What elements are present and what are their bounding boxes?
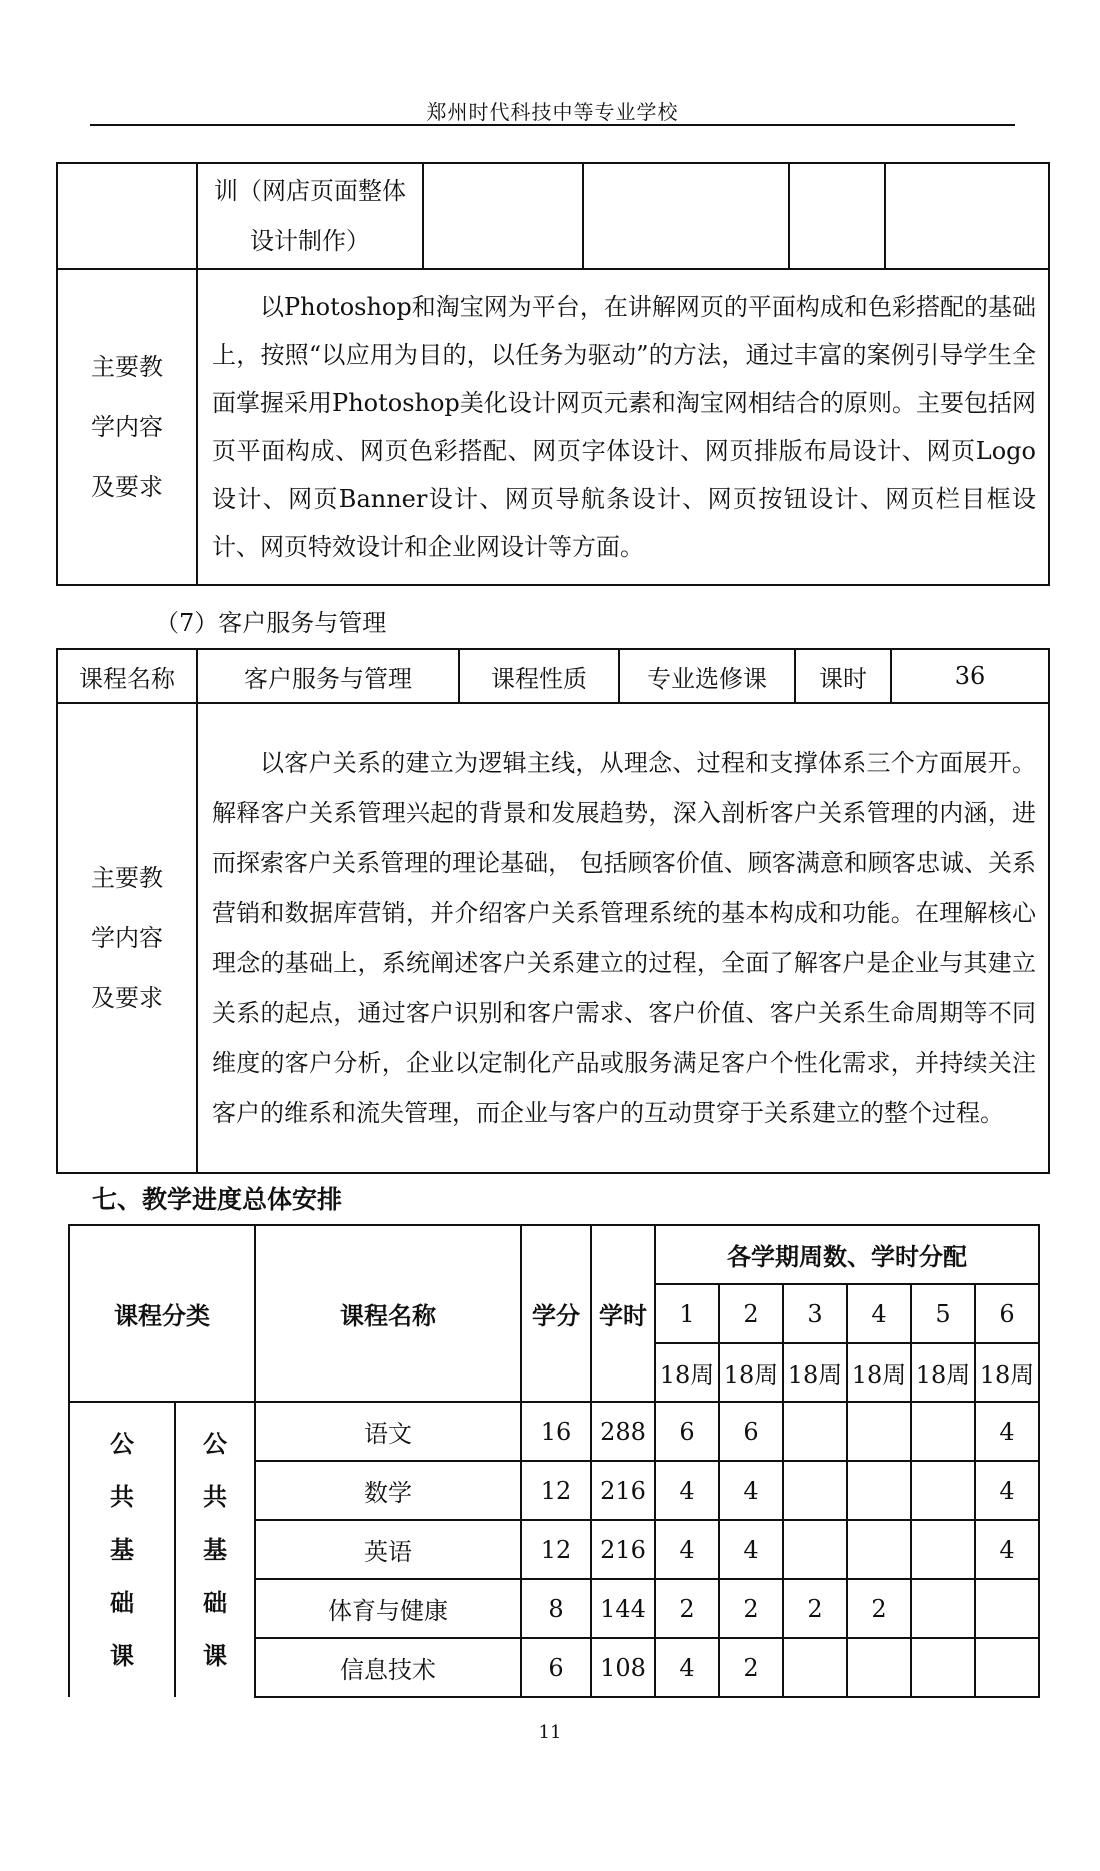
semester-num: 4 xyxy=(847,1284,911,1343)
semester-hours: 4 xyxy=(719,1461,783,1520)
semester-hours: 4 xyxy=(975,1402,1039,1461)
header-rule xyxy=(90,124,1015,126)
empty-cell xyxy=(583,163,789,269)
empty-cell xyxy=(885,163,1049,269)
label-line: 及要求 xyxy=(91,984,163,1012)
course-table-continued xyxy=(56,162,1050,586)
category-char: 课 xyxy=(110,1641,134,1670)
category-char: 共 xyxy=(203,1482,227,1511)
semester-num: 1 xyxy=(655,1284,719,1343)
semester-hours xyxy=(847,1638,911,1697)
content-label xyxy=(57,269,197,585)
label-line: 学内容 xyxy=(91,413,163,441)
course-name: 数学 xyxy=(255,1461,521,1520)
empty-cell xyxy=(57,163,197,269)
semester-num: 6 xyxy=(975,1284,1039,1343)
content-label xyxy=(57,703,197,1173)
semester-hours xyxy=(783,1638,847,1697)
category-main xyxy=(69,1402,175,1697)
semester-header: 各学期周数、学时分配 xyxy=(655,1225,1039,1284)
semester-hours: 4 xyxy=(719,1520,783,1579)
category-char: 基 xyxy=(110,1535,134,1564)
content-text: 以客户关系的建立为逻辑主线，从理念、过程和支撑体系三个方面展开。解释客户关系管理兴起的背景和发展趋势，深入剖析客户关系管理的内涵，进而探索客户关系管理的理论基础， 包括顾客价值、顾客满意和顾客忠诚、关系营销和数据库营销，并介绍客户关系管理系统的基本构成和功能。在理解核心理念的基础上，系统阐述客户关系建立的过程，全面了解客户是企业与其建立关系的起点，通过客户识别和客户需求、客户价值、客户关系生命周期等不同维度的客户分析，企业以定制化产品或服务满足客户个性化需求，并持续关注客户的维系和流失管理，而企业与客户的互动贯穿于关系建立的整个过程。 xyxy=(197,703,1049,1173)
course-credit: 12 xyxy=(521,1461,591,1520)
semester-hours: 6 xyxy=(655,1402,719,1461)
course-name: 体育与健康 xyxy=(255,1579,521,1638)
semester-hours: 2 xyxy=(719,1638,783,1697)
empty-cell xyxy=(789,163,885,269)
category-sub xyxy=(175,1402,255,1697)
credit-header: 学分 xyxy=(521,1225,591,1402)
hours-value: 36 xyxy=(891,649,1049,703)
semester-weeks: 18周 xyxy=(975,1343,1039,1402)
semester-hours: 4 xyxy=(655,1520,719,1579)
semester-hours xyxy=(911,1520,975,1579)
course-table-customer-service xyxy=(56,648,1050,1174)
course-name-line1: 训（网店页面整体 xyxy=(214,177,406,205)
semester-hours: 4 xyxy=(975,1461,1039,1520)
semester-hours xyxy=(847,1520,911,1579)
semester-hours: 2 xyxy=(847,1579,911,1638)
course-name-line2: 设计制作） xyxy=(250,227,370,255)
course-name: 信息技术 xyxy=(255,1638,521,1697)
subsection-heading: （7）客户服务与管理 xyxy=(155,609,387,637)
course-hours: 144 xyxy=(591,1579,655,1638)
semester-hours: 4 xyxy=(655,1638,719,1697)
semester-hours xyxy=(975,1638,1039,1697)
semester-hours xyxy=(783,1520,847,1579)
semester-hours xyxy=(847,1461,911,1520)
course-nature-value: 专业选修课 xyxy=(619,649,795,703)
semester-weeks: 18周 xyxy=(655,1343,719,1402)
semester-hours: 4 xyxy=(975,1520,1039,1579)
semester-hours xyxy=(911,1579,975,1638)
name-header: 课程名称 xyxy=(255,1225,521,1402)
course-hours: 108 xyxy=(591,1638,655,1697)
course-credit: 12 xyxy=(521,1520,591,1579)
hours-label: 课时 xyxy=(795,649,891,703)
category-char: 课 xyxy=(203,1641,227,1670)
page-header-school: 郑州时代科技中等专业学校 xyxy=(426,100,679,124)
semester-num: 5 xyxy=(911,1284,975,1343)
category-header: 课程分类 xyxy=(69,1225,255,1402)
category-char: 础 xyxy=(203,1588,227,1617)
semester-weeks: 18周 xyxy=(847,1343,911,1402)
course-name: 英语 xyxy=(255,1520,521,1579)
course-name-cell xyxy=(197,163,423,269)
section-title: 七、教学进度总体安排 xyxy=(92,1185,343,1214)
course-nature-label: 课程性质 xyxy=(459,649,619,703)
category-char: 共 xyxy=(110,1482,134,1511)
course-hours: 288 xyxy=(591,1402,655,1461)
label-line: 主要教 xyxy=(91,353,163,381)
semester-weeks: 18周 xyxy=(911,1343,975,1402)
label-line: 及要求 xyxy=(91,473,163,501)
semester-hours xyxy=(975,1579,1039,1638)
category-char: 公 xyxy=(203,1429,227,1458)
semester-hours xyxy=(911,1461,975,1520)
category-char: 公 xyxy=(110,1429,134,1458)
semester-hours xyxy=(911,1638,975,1697)
semester-hours: 2 xyxy=(783,1579,847,1638)
course-name-value: 客户服务与管理 xyxy=(197,649,459,703)
semester-num: 2 xyxy=(719,1284,783,1343)
semester-hours: 6 xyxy=(719,1402,783,1461)
semester-hours xyxy=(783,1402,847,1461)
semester-hours xyxy=(911,1402,975,1461)
semester-hours xyxy=(847,1402,911,1461)
course-name: 语文 xyxy=(255,1402,521,1461)
semester-weeks: 18周 xyxy=(783,1343,847,1402)
empty-cell xyxy=(423,163,583,269)
semester-weeks: 18周 xyxy=(719,1343,783,1402)
semester-hours xyxy=(783,1461,847,1520)
semester-hours: 4 xyxy=(655,1461,719,1520)
course-name-label: 课程名称 xyxy=(57,649,197,703)
semester-num: 3 xyxy=(783,1284,847,1343)
category-char: 础 xyxy=(110,1588,134,1617)
page-number: 11 xyxy=(538,1722,562,1743)
label-line: 学内容 xyxy=(91,924,163,952)
category-char: 基 xyxy=(203,1535,227,1564)
schedule-table xyxy=(68,1224,1040,1698)
semester-hours: 2 xyxy=(655,1579,719,1638)
course-hours: 216 xyxy=(591,1461,655,1520)
content-text: 以Photoshop和淘宝网为平台，在讲解网页的平面构成和色彩搭配的基础上，按照“以应用为目的，以任务为驱动”的方法，通过丰富的案例引导学生全面掌握采用Photoshop美化设计网页元素和淘宝网相结合的原则。主要包括网页平面构成、网页色彩搭配、网页字体设计、网页排版布局设计、网页Logo设计、网页Banner设计、网页导航条设计、网页按钮设计、网页栏目框设计、网页特效设计和企业网设计等方面。 xyxy=(197,269,1049,585)
course-credit: 16 xyxy=(521,1402,591,1461)
label-line: 主要教 xyxy=(91,864,163,892)
hours-header: 学时 xyxy=(591,1225,655,1402)
semester-hours: 2 xyxy=(719,1579,783,1638)
course-hours: 216 xyxy=(591,1520,655,1579)
course-credit: 6 xyxy=(521,1638,591,1697)
course-credit: 8 xyxy=(521,1579,591,1638)
